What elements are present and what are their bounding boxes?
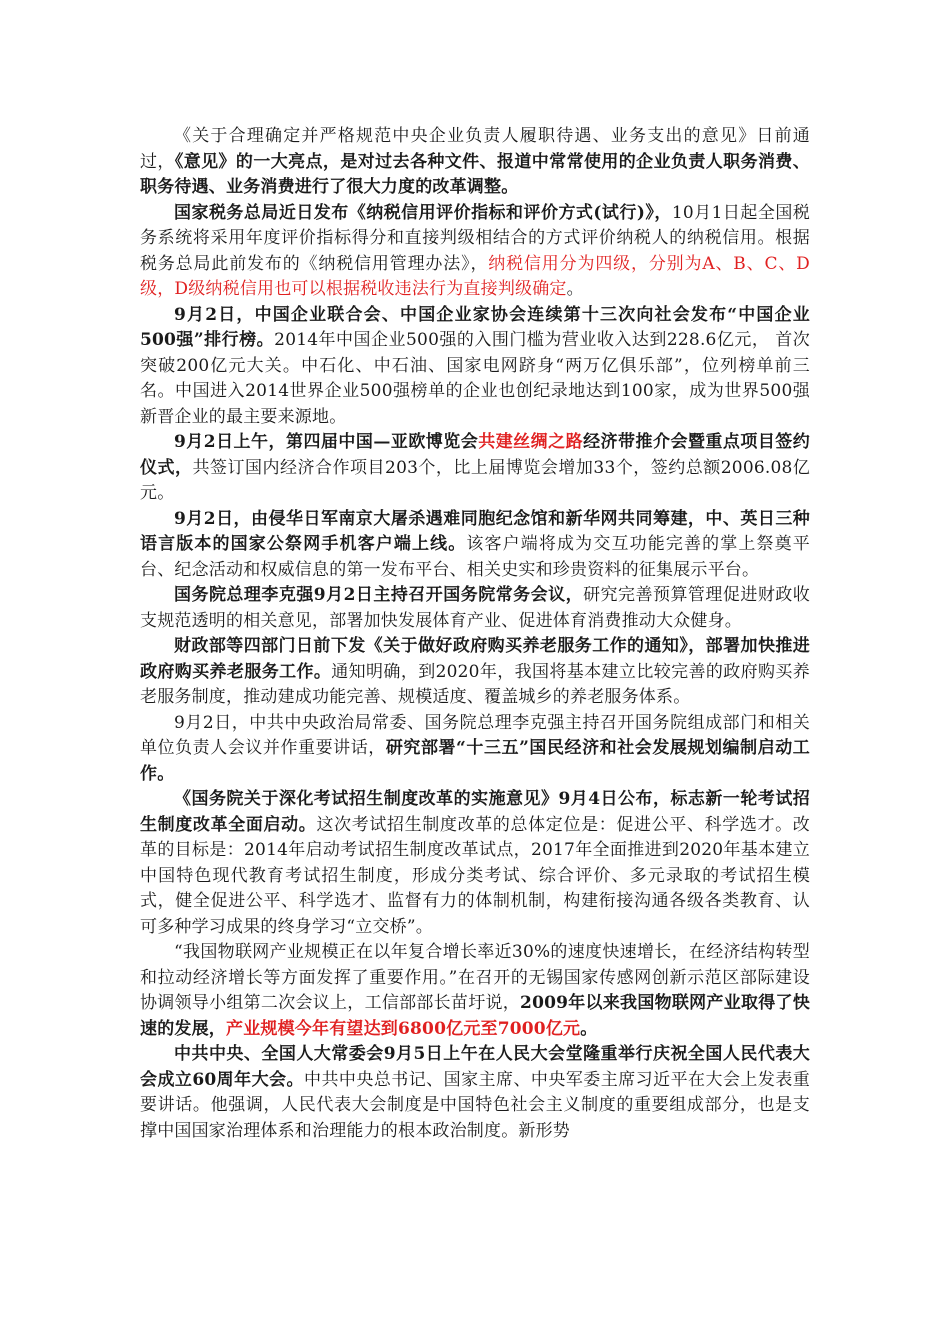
- article-body: [140, 124, 810, 1144]
- bold-run: 研究部署“十三五”国民经济和社会发展规划编制启动工作。: [140, 738, 810, 784]
- bold-run: 中共中央、全国人大常委会9月5日上午在人民大会堂隆重举行庆祝全国人民代表大会成立60周年大会。: [140, 1044, 810, 1090]
- highlight-run: 产业规模今年有望达到6800亿元至7000亿元: [226, 1018, 581, 1039]
- text-run: 该客户端将成为交互功能完善的掌上祭奠平台、纪念活动和权威信息的第一发布平台、相关史实和珍贵资料的征集展示平台。: [140, 534, 810, 580]
- text-run: 2014年中国企业500强的入围门槛为营业收入达到228.6亿元， 首次突破200亿元大关。中石化、中石油、国家电网跻身“两万亿俱乐部”，位列榜单前三名。中国进入2014世界企业500强榜单的企业也创纪录地达到100家，成为世界500强新晋企业的最主要来源地。: [140, 330, 810, 427]
- paragraph-9: [140, 787, 810, 940]
- bold-run: 财政部等四部门日前下发《关于做好政府购买养老服务工作的通知》，部署加快推进政府购买养老服务工作。: [140, 636, 810, 682]
- paragraph-7: [140, 634, 810, 711]
- text-run: 共签订国内经济合作项目203个，比上届博览会增加33个，签约总额2006.08亿元。: [140, 457, 810, 503]
- text-run: 10月1日起全国税务系统将采用年度评价指标得分和直接判级相结合的方式评价纳税人的纳税信用。根据税务总局此前发布的《纳税信用管理办法》，: [140, 202, 810, 274]
- text-run: 《关于合理确定并严格规范中央企业负责人履职待遇、业务支出的意见》日前通过，: [140, 126, 810, 172]
- text-run: 这次考试招生制度改革的总体定位是：促进公平、科学选才。改革的目标是：2014年启动考试招生制度改革试点，2017年全面推进到2020年基本建立中国特色现代教育考试招生制度，形成分类考试、综合评价、多元录取的考试招生模式，健全促进公平、科学选才、监督有力的体制机制，构建衔接沟通各级各类教育、认可多种学习成果的终身学习“立交桥”。: [140, 814, 810, 937]
- paragraph-11: [140, 1042, 810, 1144]
- paragraph-3: [140, 303, 810, 431]
- paragraph-1: [140, 124, 810, 201]
- paragraph-4: [140, 430, 810, 507]
- bold-run: 《意见》的一大亮点，是对过去各种文件、报道中常常使用的企业负责人职务消费、职务待遇、业务消费进行了很大力度的改革调整。: [140, 151, 810, 197]
- bold-run: 《国务院关于深化考试招生制度改革的实施意见》9月4日公布，标志新一轮考试招生制度改革全面启动。: [140, 789, 810, 835]
- bold-run: 9月2日，由侵华日军南京大屠杀遇难同胞纪念馆和新华网共同筹建，中、英日三种语言版本的国家公祭网手机客户端上线。: [140, 508, 810, 554]
- paragraph-6: [140, 583, 810, 634]
- text-run: 研究完善预算管理促进财政收支规范透明的相关意见，部署加快发展体育产业、促进体育消费推动大众健身。: [140, 585, 810, 631]
- highlight-run: 纳税信用分为四级，分别为A、B、C、D级，D级纳税信用也可以根据税收违法行为直接判级确定: [140, 253, 810, 299]
- text-run: 通知明确，到2020年，我国将基本建立比较完善的政府购买养老服务制度，推动建成功能完善、规模适度、覆盖城乡的养老服务体系。: [140, 661, 811, 707]
- paragraph-10: [140, 940, 810, 1042]
- text-run: 中共中央总书记、国家主席、中央军委主席习近平在大会上发表重要讲话。他强调，人民代表大会制度是中国特色社会主义制度的重要组成部分，也是支撑中国国家治理体系和治理能力的根本政治制度。新形势: [140, 1069, 810, 1141]
- text-run: “我国物联网产业规模正在以年复合增长率近30%的速度快速增长，在经济结构转型和拉动经济增长等方面发挥了重要作用。”在召开的无锡国家传感网创新示范区部际建设协调领导小组第二次会议上，工信部部长苗圩说，: [140, 942, 810, 1013]
- bold-run: 经济带推介会暨重点项目签约仪式，: [140, 432, 810, 478]
- bold-run: 国务院总理李克强9月2日主持召开国务院常务会议，: [174, 585, 584, 605]
- highlight-run: 共建丝绸之路: [478, 432, 584, 452]
- paragraph-5: [140, 507, 810, 584]
- text-run: 9月2日，中共中央政治局常委、国务院总理李克强主持召开国务院组成部门和相关单位负责人会议并作重要讲话，: [140, 712, 810, 758]
- bold-run: 2009年以来我国物联网产业取得了快速的发展，: [140, 993, 810, 1039]
- bold-run: 9月2日，中国企业联合会、中国企业家协会连续第十三次向社会发布“中国企业500强”排行榜。: [140, 304, 810, 350]
- text-run: 。: [566, 279, 584, 299]
- bold-run: 9月2日上午，第四届中国—亚欧博览会: [174, 432, 479, 452]
- paragraph-8: [140, 711, 810, 788]
- paragraph-2: [140, 201, 810, 303]
- bold-run: 。: [580, 1018, 598, 1039]
- bold-run: 国家税务总局近日发布《纳税信用评价指标和评价方式(试行)》，: [174, 202, 672, 223]
